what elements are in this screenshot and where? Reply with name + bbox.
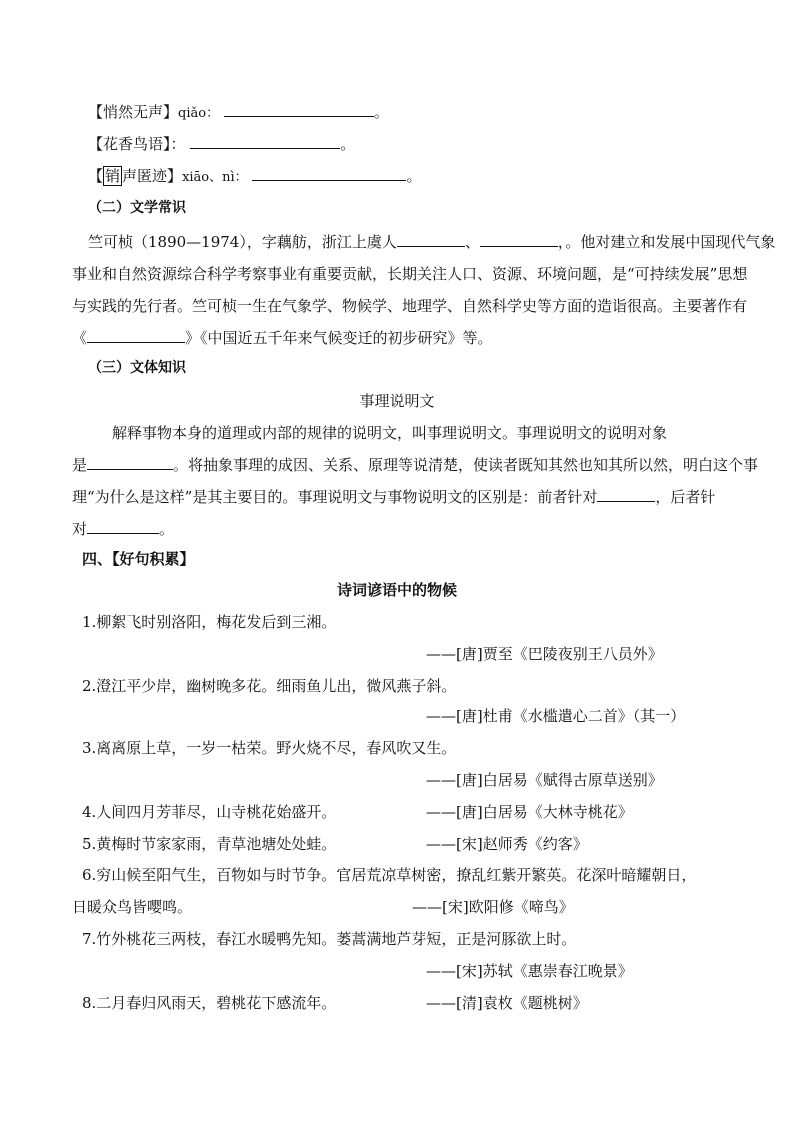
paragraph-line (72, 455, 758, 475)
vocab-word: 花香鸟语 (103, 135, 164, 153)
vocab-word: 声匿迹 (122, 167, 168, 185)
poem-source: ——[唐]杜甫《水槛遣心二首》（其一） (426, 707, 686, 725)
section-heading: 四、【好句积累】 (82, 550, 195, 568)
sentence-end: 。 (340, 135, 356, 153)
bracket-open: 【 (88, 167, 104, 185)
bracket-close: 】 (163, 135, 171, 153)
text-span: 》《中国近五千年来气候变迁的初步研究》等。 (185, 329, 493, 347)
answer-blank[interactable] (397, 232, 465, 247)
text-span: 、 (464, 233, 480, 251)
answer-blank[interactable] (224, 102, 374, 117)
poem-line: 4.人间四月芳菲尽，山寺桃花始盛开。 (82, 803, 337, 821)
vocab-pronunciation: xiāo、nì： (182, 170, 248, 185)
vocab-line-2 (88, 134, 355, 154)
text-span: 竺可桢（1890—1974），字藕舫，浙江上虞人 (88, 233, 397, 251)
answer-blank[interactable] (252, 166, 406, 181)
answer-blank[interactable] (597, 487, 655, 502)
poem-source: ——[唐]白居易《大林寺桃花》 (426, 803, 633, 821)
poem-line: 2.澄江平少岸，幽树晚多花。细雨鱼儿出，微风燕子斜。 (82, 677, 457, 695)
answer-blank[interactable] (87, 328, 185, 343)
paragraph-line (88, 232, 775, 252)
text-span: 。 (159, 520, 175, 538)
poem-line: 8.二月春归风雨天，碧桃花下感流年。 (82, 994, 337, 1012)
sentence-end: 。 (373, 103, 389, 121)
paragraph-line (72, 519, 174, 539)
paragraph-line (72, 328, 493, 348)
text-span: 。将抽象事理的成因、关系、原理等说清楚，使读者既知其然也知其所以然，明白这个事 (173, 456, 759, 474)
bracket-close: 】 (167, 167, 183, 185)
poem-source: ——[宋]苏轼《惠崇春江晚景》 (426, 962, 633, 980)
poem-source: ——[宋]欧阳修《啼鸟》 (412, 898, 574, 916)
bracket-open: 【 (88, 135, 104, 153)
paragraph-line (72, 487, 715, 507)
poem-line: 5.黄梅时节家家雨，青草池塘处处蛙。 (82, 835, 337, 853)
answer-blank[interactable] (87, 455, 173, 470)
text-span: ，后者针 (655, 488, 716, 506)
text-span: 理“为什么是这样”是其主要目的。事理说明文与事物说明文的区别是：前者针对 (72, 488, 598, 506)
sentence-end: 。 (406, 167, 422, 185)
answer-blank[interactable] (190, 134, 340, 149)
poem-line: 7.竹外桃花三两枝，春江水暖鸭先知。蒌蒿满地芦芽短，正是河豚欲上时。 (82, 930, 577, 948)
vocab-pronunciation: ： (170, 135, 186, 153)
subsection-title: 事理说明文 (359, 392, 435, 410)
bracket-close: 】 (163, 103, 179, 121)
highlighted-char: 销 (105, 167, 121, 185)
poem-line: 日暖众鸟皆嘤鸣。 (72, 898, 193, 916)
text-span: ，。他对建立和发展中国现代气象 (557, 233, 776, 251)
paragraph-line: 与实践的先行者。竺可桢一生在气象学、物候学、地理学、自然科学史等方面的造诣很高。主要著作有 (72, 297, 748, 315)
vocab-line-1 (88, 102, 389, 124)
section-heading: （二）文学常识 (88, 200, 186, 216)
vocab-word: 悄然无声 (103, 103, 164, 121)
answer-blank[interactable] (87, 519, 159, 534)
answer-blank[interactable] (480, 232, 558, 247)
poem-line: 1.柳絮飞时别洛阳，梅花发后到三湘。 (82, 613, 337, 631)
vocab-pronunciation: qiǎo： (178, 106, 220, 121)
poem-line: 6.穷山候至阳气生，百物如与时节争。官居荒凉草树密，撩乱红紫开繁英。花深叶暗耀朝日， (82, 866, 697, 884)
paragraph-line: 事业和自然资源综合科学考察事业有重要贡献，长期关注人口、资源、环境问题，是“可持续发展”思想 (72, 265, 748, 283)
text-span: 《 (72, 329, 88, 347)
poem-source: ——[唐]白居易《赋得古原草送别》 (426, 771, 663, 789)
poem-line: 3.离离原上草，一岁一枯荣。野火烧不尽，春风吹又生。 (82, 739, 457, 757)
poem-source: ——[清]袁枚《题桃树》 (426, 994, 588, 1012)
text-span: 是 (72, 456, 88, 474)
poem-source: ——[唐]贾至《巴陵夜别王八员外》 (426, 645, 663, 663)
bracket-open: 【 (88, 103, 104, 121)
paragraph-line: 解释事物本身的道理或内部的规律的说明文，叫事理说明文。事理说明文的说明对象 (112, 424, 668, 442)
vocab-line-3 (88, 166, 421, 188)
subsection-title: 诗词谚语中的物候 (336, 581, 457, 599)
text-span: 对 (72, 520, 88, 538)
poem-source: ——[宋]赵师秀《约客》 (426, 835, 588, 853)
section-heading: （三）文体知识 (88, 360, 186, 376)
